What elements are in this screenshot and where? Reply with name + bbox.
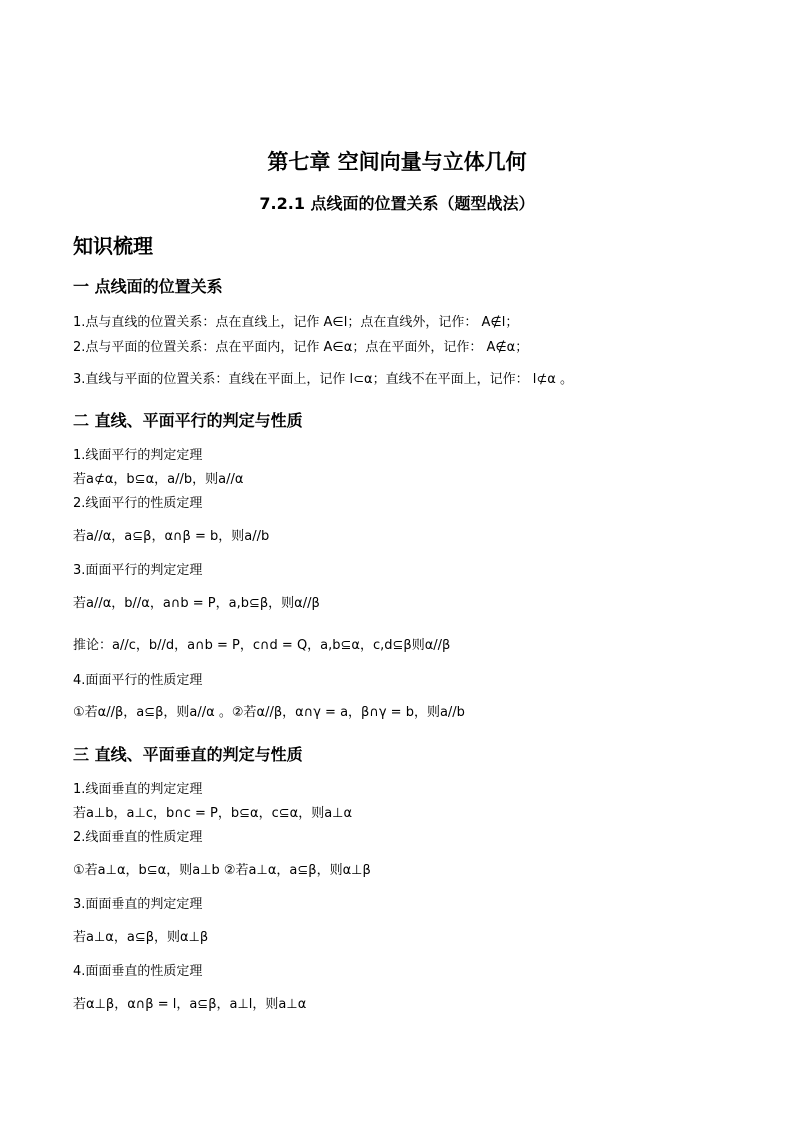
knowledge-heading: 知识梳理	[73, 234, 153, 258]
section3-line-5: 3.面面垂直的判定定理	[73, 897, 203, 912]
section2-line-8: 4.面面平行的性质定理	[73, 673, 203, 688]
section3-line-3: 2.线面垂直的性质定理	[73, 830, 203, 845]
section2-title: 二 直线、平面平行的判定与性质	[73, 411, 303, 430]
section2-line-4: 若a//α，a⊆β，α∩β = b，则a//b	[73, 529, 270, 544]
section1-title: 一 点线面的位置关系	[73, 277, 223, 296]
section2-line-7: 推论：a//c，b//d，a∩b = P，c∩d = Q，a,b⊆α，c,d⊆β则α//β	[73, 638, 451, 653]
section3-line-6: 若a⊥α，a⊆β，则α⊥β	[73, 930, 209, 945]
section2-line-9: ①若α//β，a⊆β，则a//α 。②若α//β，α∩γ = a，β∩γ = b，则a//b	[73, 705, 465, 720]
section2-line-3: 2.线面平行的性质定理	[73, 496, 203, 511]
section3-line-1: 1.线面垂直的判定定理	[73, 782, 203, 797]
section1-line-3: 3.直线与平面的位置关系：直线在平面上，记作 l⊂α；直线不在平面上，记作： l⊄α 。	[73, 372, 573, 387]
section3-line-2: 若a⊥b，a⊥c，b∩c = P，b⊆α，c⊆α，则a⊥α	[73, 806, 353, 821]
section2-line-1: 1.线面平行的判定定理	[73, 448, 203, 463]
page-title: 第七章 空间向量与立体几何	[267, 150, 527, 174]
section3-line-7: 4.面面垂直的性质定理	[73, 964, 203, 979]
section3-line-8: 若α⊥β，α∩β = l，a⊆β，a⊥l，则a⊥α	[73, 997, 307, 1012]
section2-line-6: 若a//α，b//α，a∩b = P，a,b⊆β，则α//β	[73, 596, 320, 611]
section2-line-5: 3.面面平行的判定定理	[73, 563, 203, 578]
section3-line-4: ①若a⊥α，b⊆α，则a⊥b ②若a⊥α，a⊆β，则α⊥β	[73, 863, 371, 878]
section3-title: 三 直线、平面垂直的判定与性质	[73, 745, 303, 764]
page-subtitle: 7.2.1 点线面的位置关系（题型战法）	[259, 194, 535, 213]
section2-line-2: 若a⊄α，b⊆α，a//b，则a//α	[73, 472, 244, 487]
section1-line-1: 1.点与直线的位置关系：点在直线上，记作 A∈l；点在直线外，记作： A∉l；	[73, 315, 519, 330]
section1-line-2: 2.点与平面的位置关系：点在平面内，记作 A∈α；点在平面外，记作： A∉α；	[73, 340, 529, 355]
